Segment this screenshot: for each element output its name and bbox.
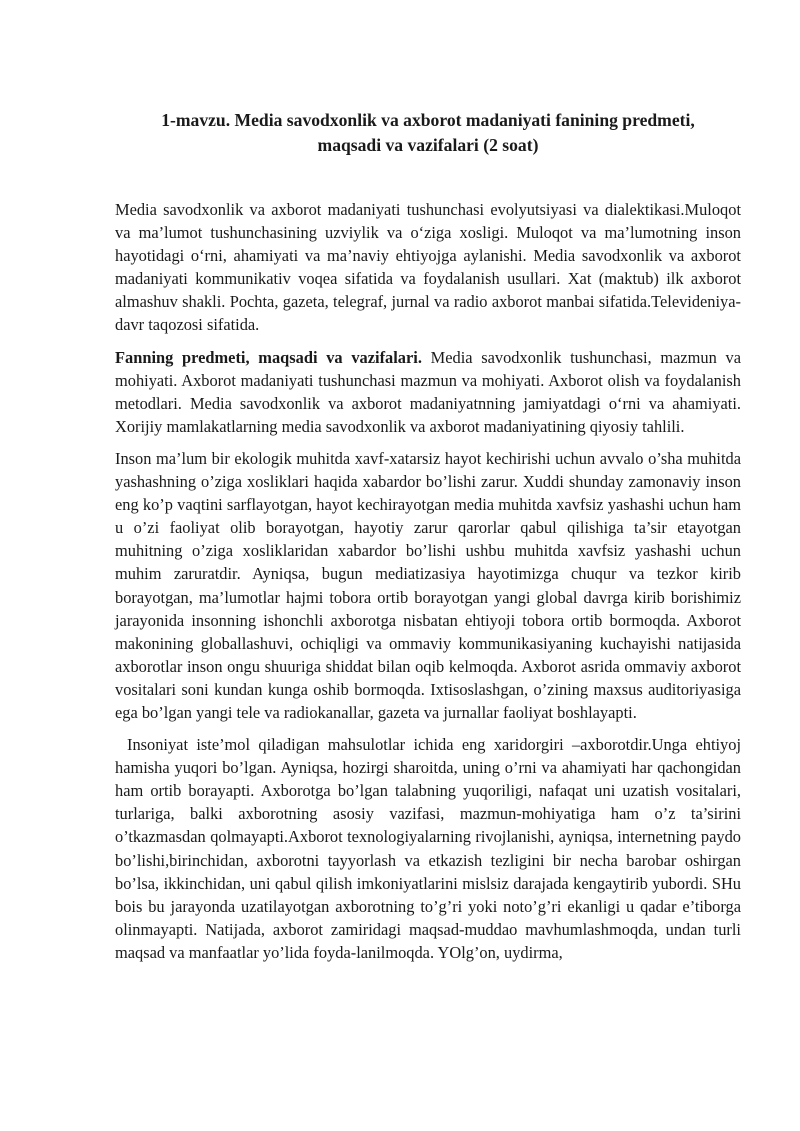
- paragraph-1: Media savodxonlik va axborot madaniyati tushunchasi evolyutsiyasi va dialektikasi.Muloqot va ma’lumot tushunchasining uzviylik va o‘ziga xosligi. Muloqot va ma’lumotning inson hayotidagi o‘rni, ahamiyati va ma’naviy ehtiyojga aylanishi. Media savodxonlik va axborot madaniyati kommunikativ voqea sifatida va foydalanish usullari. Xat (maktub) ilk axborot almashuv shakli. Pochta, gazeta, telegraf, jurnal va radio axborot manbai sifatida.Televideniya-davr taqozosi sifatida.: [115, 200, 741, 335]
- paragraph-2-heading: Fanning predmeti, maqsadi va vazifalari.: [115, 347, 422, 367]
- document-title: [115, 108, 741, 158]
- paragraph-3: Inson ma’lum bir ekologik muhitda xavf-xatarsiz hayot kechirishi uchun avvalo o’sha muhitda yashashning o’ziga xosliklari haqida xabardor bo’lishi zarur. Xuddi shunday zamonaviy inson eng ko’p vaqtini sarflayotgan, hayot kechirayotgan media muhitda xavfsiz yashashi uchun ham u o’zi faoliyat olib borayotgan, hayotiy zarur qarorlar qabul qilishiga ta’sir etayotgan muhitning o’ziga xosliklaridan xabardor bo’lishi ushbu muhitda xavfsiz yashashi uchun muhim zaruratdir. Ayniqsa, bugun mediatizasiya hayotimizga chuqur va tezkor kirib borayotgan, ma’lumotlar hajmi tobora ortib borayotgan yangi global davrga kirib borishimiz jarayonida insonning ishonchli axborotga nisbatan ehtiyoji tobora ortib bormoqda. Axborot makonining globallashuvi, ochiqligi va ommaviy kommunikasiyaning kuchayishi natijasida axborotlar inson ongu shuuriga shiddat bilan oqib kelmoqda. Axborot asrida ommaviy axborot vositalari soni kundan kunga oshib bormoqda. Ixtisoslashgan, o’zining maxsus auditoriyasiga ega bo’lgan yangi tele va radiokanallar, gazeta va jurnallar faoliyat boshlayapti.: [115, 448, 741, 722]
- title-line-2: maqsadi va vazifalari (2 soat): [317, 135, 539, 155]
- paragraph-4: Insoniyat iste’mol qiladigan mahsulotlar ichida eng xaridorgiri –axborotdir.Unga ehtiyoj hamisha yuqori bo’lgan. Ayniqsa, hozirgi sharoitda, uning o’rni va ahamiyati har qachongidan ham ortib borayapti. Axborotga bo’lgan talabning yuqoriligi, nafaqat uni uzatish vositalari, turlariga, balki axborotning asosiy vazifasi, mazmun-mohiyatiga ham o’z ta’sirini o’tkazmasdan qolmayapti.Axborot texnologiyalarning rivojlanishi, ayniqsa, internetning paydo bo’lishi,birinchidan, axborotni tayyorlash va etkazish tezligini bir necha barobar oshirgan bo’lsa, ikkinchidan, uni qabul qilish imkoniyatlarini mislsiz darajada kengaytirib yubordi. SHu bois bu jarayonda uzatilayotgan axborotning to’g’ri yoki noto’g’ri ekanligi u qadar e’tiborga olinmayapti. Natijada, axborot zamiridagi maqsad-muddao mavhumlashmoqda, undan turli maqsad va manfaatlar yo’lida foyda-lanilmoqda. YOlg’on, uydirma,: [115, 735, 741, 962]
- paragraph-2: [115, 346, 741, 438]
- title-line-1: 1-mavzu. Media savodxonlik va axborot madaniyati fanining predmeti,: [161, 110, 695, 130]
- paragraph-2-body: Media savodxonlik tushunchasi, mazmun va mohiyati. Axborot madaniyati tushunchasi mazmun va mohiyati. Axborot olish va foydalanish metodlari. Media savodxonlik va axborot madaniyatnning jamiyatdagi o‘rni va ahamiyati. Xorijiy mamlakatlarning media savodxonlik va axborot madaniyatining qiyosiy tahlili.: [115, 347, 741, 436]
- document-page: [115, 108, 741, 973]
